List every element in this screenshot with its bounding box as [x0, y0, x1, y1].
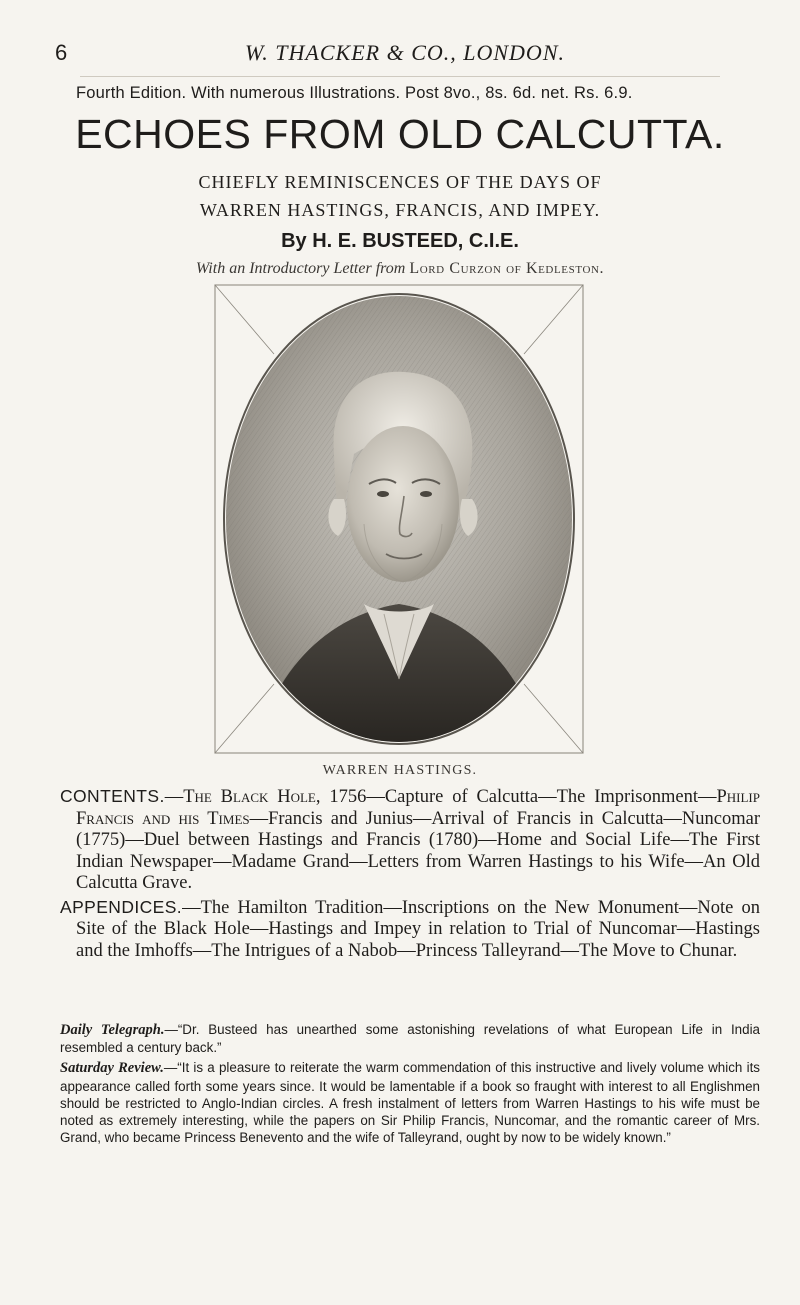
review-source: Daily Telegraph.: [60, 1022, 165, 1038]
publisher-name: W. THACKER & CO., LONDON.: [244, 40, 565, 65]
contents-block: [60, 786, 760, 962]
contents-paragraph: CONTENTS.—The Black Hole, 1756—Capture of Calcutta—The Imprisonment—Philip Francis and his Times—Francis and Junius—Arrival of Francis in Calcutta—Nuncomar (1775)—Duel between Hastings and Francis (1780)—Home and Social Life—The First Indian Newspaper—Madame Grand—Letters from Warren Hastings to his Wife—An Old Calcutta Grave.: [60, 786, 760, 893]
contents-black-hole: The Black Hole: [183, 787, 316, 807]
press-reviews: [60, 1021, 760, 1149]
appendices-text: —The Hamilton Tradition—Inscriptions on the New Monument—Note on Site of the Black Hole—Hastings and Impey in relation to Trial of Nuncomar—Hastings and the Imhoffs—The Intrigues of a Nabob—Princess Talleyrand—The Move to Chunar.: [76, 897, 760, 961]
appendices-label: APPENDICES.: [60, 896, 183, 917]
review-quote: —“It is a pleasure to reiterate the warm commendation of this instructive and lively volume which its appearance called forth some years since. It would be lamentable if a book so fraught with interest to all Englishmen should be restricted to Anglo-Indian circles. A fresh instalment of letters from Warren Hastings to his wife must be noted as extremely interesting, while the papers on Sir Philip Francis, Nuncomar, and the romantic career of Mrs. Grand, who became Princess Benevento and the wife of Talleyrand, ought by now to be widely known.”: [60, 1060, 760, 1146]
review-item: [60, 1059, 760, 1146]
review-item: [60, 1021, 760, 1056]
subtitle-line-2: WARREN HASTINGS, FRANCIS, AND IMPEY.: [199, 200, 601, 220]
introduction-line: [0, 260, 800, 278]
appendices-paragraph: [60, 897, 760, 963]
author-line: By H. E. BUSTEED, C.I.E.: [281, 230, 519, 252]
book-title: ECHOES FROM OLD CALCUTTA.: [75, 111, 725, 157]
running-head: [55, 40, 755, 68]
edition-line: Fourth Edition. With numerous Illustrations. Post 8vo., 8s. 6d. net. Rs. 6.9.: [76, 84, 633, 102]
contents-label: CONTENTS.: [60, 786, 165, 806]
contents-philip-francis: Philip Francis and his Times: [76, 787, 760, 829]
subtitle-line-1: CHIEFLY REMINISCENCES OF THE DAYS OF: [198, 172, 602, 192]
portrait-caption: WARREN HASTINGS.: [322, 763, 478, 778]
contents-text-2: —Francis and Junius—Arrival of Francis in Calcutta—Nuncomar (1775)—Duel between Hastings and Francis (1780)—Home and Social Life—The First Indian Newspaper—Madame Grand—Letters from Warren Hastings to his Wife—An Old Calcutta Grave.: [76, 808, 760, 893]
contents-text-1: , 1756—Capture of Calcutta—The Imprisonment—: [315, 787, 717, 807]
review-source: Saturday Review.: [60, 1060, 164, 1077]
review-quote: —“Dr. Busteed has unearthed some astonishing revelations of what European Life in India resembled a century back.”: [60, 1022, 760, 1056]
warren-hastings-portrait: [214, 284, 584, 754]
introduction-author: Lord Curzon of Kedleston.: [409, 260, 605, 277]
page-number: 6: [55, 40, 68, 65]
introduction-prefix: With an Introductory Letter from: [195, 260, 406, 277]
header-rule: [80, 76, 720, 77]
